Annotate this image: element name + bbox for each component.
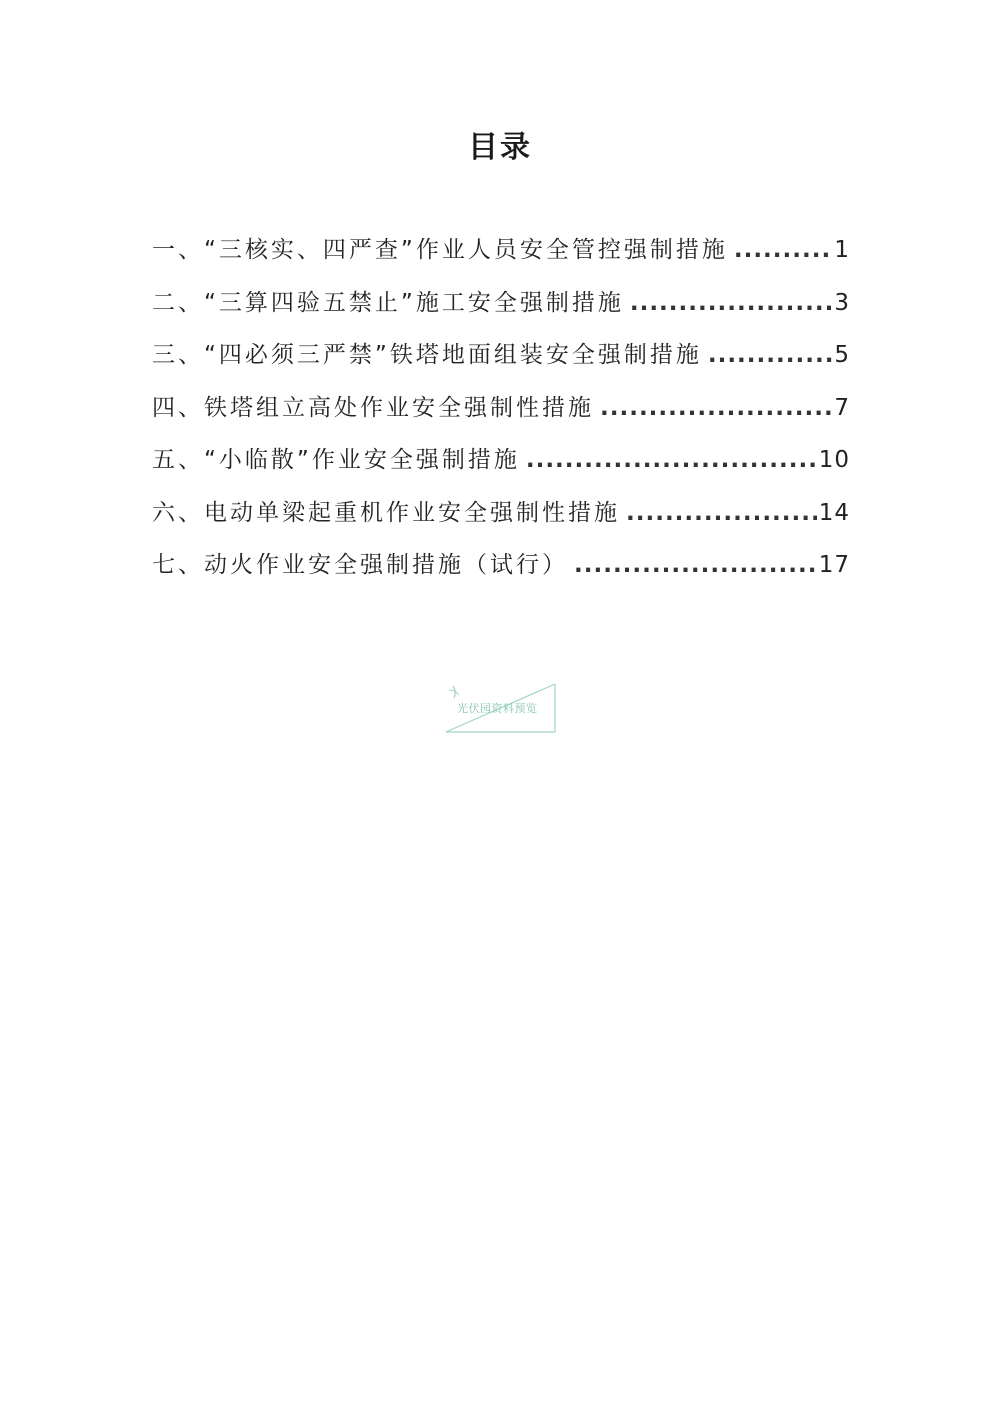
toc-leader-dots: [630, 277, 833, 330]
toc-entry[interactable]: [152, 539, 850, 592]
watermark-text: 光伏园资料预览: [457, 702, 538, 715]
toc-page-number: 3: [834, 289, 850, 316]
toc-entry-text: 二、“三算四验五禁止”施工安全强制措施: [152, 289, 624, 316]
toc-page-number: 17: [818, 552, 850, 578]
toc-page-number: 14: [818, 499, 850, 526]
toc-entry[interactable]: [152, 329, 850, 382]
toc-entry[interactable]: [152, 277, 850, 330]
toc-entry-text: 六、电动单梁起重机作业安全强制性措施: [152, 499, 620, 526]
toc-leader-dots: [574, 539, 817, 592]
toc-page-number: 10: [818, 447, 850, 473]
toc-leader-dots: [600, 382, 832, 435]
toc-entry[interactable]: [152, 487, 850, 540]
toc-entry-text: 五、“小临散”作业安全强制措施: [152, 447, 520, 473]
toc-entry[interactable]: [152, 382, 850, 435]
toc-entry-text: 七、动火作业安全强制措施（试行）: [152, 552, 568, 578]
toc-entry[interactable]: [152, 224, 850, 277]
toc-title: 目录: [468, 130, 532, 165]
toc-leader-dots: [526, 434, 817, 487]
toc-entry-text: 三、“四必须三严禁”铁塔地面组装安全强制措施: [152, 342, 702, 368]
toc-page-number: 1: [834, 237, 850, 263]
toc-leader-dots: [626, 487, 817, 540]
toc-entry-text: 一、“三核实、四严查”作业人员安全管控强制措施: [152, 237, 728, 263]
toc-list: [152, 224, 850, 592]
toc-entry-text: 四、铁塔组立高处作业安全强制性措施: [152, 394, 594, 421]
toc-page-number: 7: [834, 394, 850, 421]
watermark: [445, 682, 557, 734]
toc-page-number: 5: [834, 342, 850, 368]
toc-entry[interactable]: [152, 434, 850, 487]
toc-leader-dots: [734, 224, 833, 277]
toc-leader-dots: [708, 329, 833, 382]
